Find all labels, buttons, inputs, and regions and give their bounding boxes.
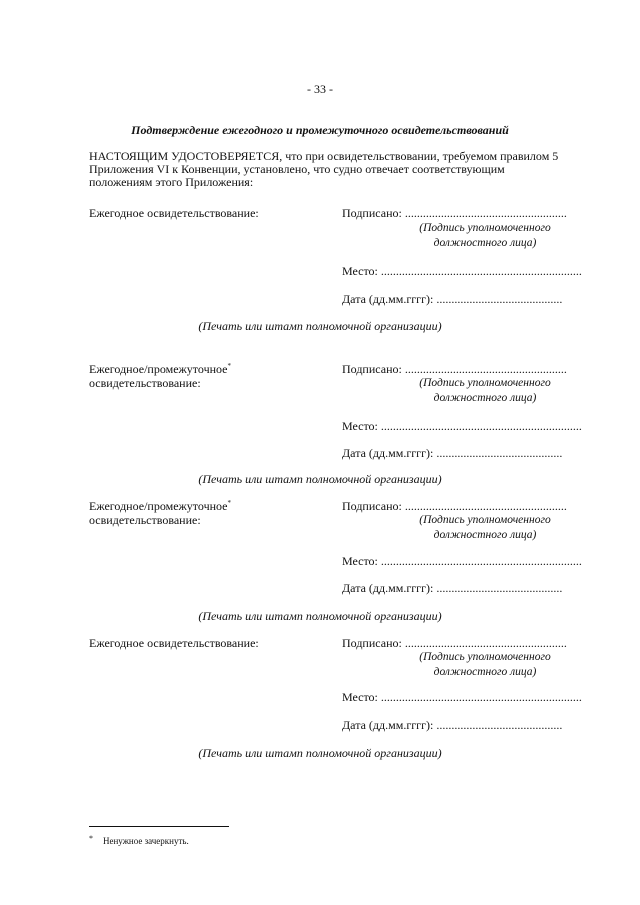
footnote-mark: * <box>227 362 232 370</box>
footnote-mark: * <box>227 499 232 507</box>
date-field[interactable]: Дата (дд.мм.гггг): .......................................... <box>342 446 563 460</box>
signature-caption: (Подпись уполномоченного должностного лица) <box>419 222 551 249</box>
place-field[interactable]: Место: ................................................................... <box>342 690 582 704</box>
signed-field[interactable]: Подписано: ...................................................... <box>342 362 567 376</box>
footnote-mark: * <box>89 834 93 843</box>
stamp-caption: (Печать или штамп полномочной организации) <box>198 472 442 486</box>
place-field[interactable]: Место: ................................................................... <box>342 264 582 278</box>
footnote-text: Ненужное зачеркнуть. <box>103 836 189 846</box>
survey-label: Ежегодное/промежуточное* освидетельствование: <box>89 362 232 390</box>
signature-caption: (Подпись уполномоченного должностного лица) <box>419 651 551 678</box>
survey-label: Ежегодное освидетельствование: <box>89 206 259 220</box>
page-number: - 33 - <box>307 82 333 96</box>
date-field[interactable]: Дата (дд.мм.гггг): .......................................... <box>342 718 563 732</box>
signed-field[interactable]: Подписано: ...................................................... <box>342 499 567 513</box>
document-title: Подтверждение ежегодного и промежуточного освидетельствований <box>131 123 509 137</box>
survey-label: Ежегодное освидетельствование: <box>89 636 259 650</box>
place-field[interactable]: Место: ................................................................... <box>342 554 582 568</box>
signed-field[interactable]: Подписано: ...................................................... <box>342 206 567 220</box>
signed-field[interactable]: Подписано: ...................................................... <box>342 636 567 650</box>
stamp-caption: (Печать или штамп полномочной организации) <box>198 746 442 760</box>
stamp-caption: (Печать или штамп полномочной организации) <box>198 319 442 333</box>
stamp-caption: (Печать или штамп полномочной организации) <box>198 609 442 623</box>
signature-caption: (Подпись уполномоченного должностного лица) <box>419 514 551 541</box>
signature-caption: (Подпись уполномоченного должностного лица) <box>419 377 551 404</box>
place-field[interactable]: Место: ................................................................... <box>342 419 582 433</box>
intro-paragraph: НАСТОЯЩИМ УДОСТОВЕРЯЕТСЯ, что при освидетельствовании, требуемом правилом 5 Приложения VI к Конвенции, установлено, что судно отвечает соответствующим положениям этого Приложения: <box>89 149 559 189</box>
footnote-rule <box>89 826 229 827</box>
date-field[interactable]: Дата (дд.мм.гггг): .......................................... <box>342 292 563 306</box>
date-field[interactable]: Дата (дд.мм.гггг): .......................................... <box>342 581 563 595</box>
survey-label: Ежегодное/промежуточное* освидетельствование: <box>89 499 232 527</box>
